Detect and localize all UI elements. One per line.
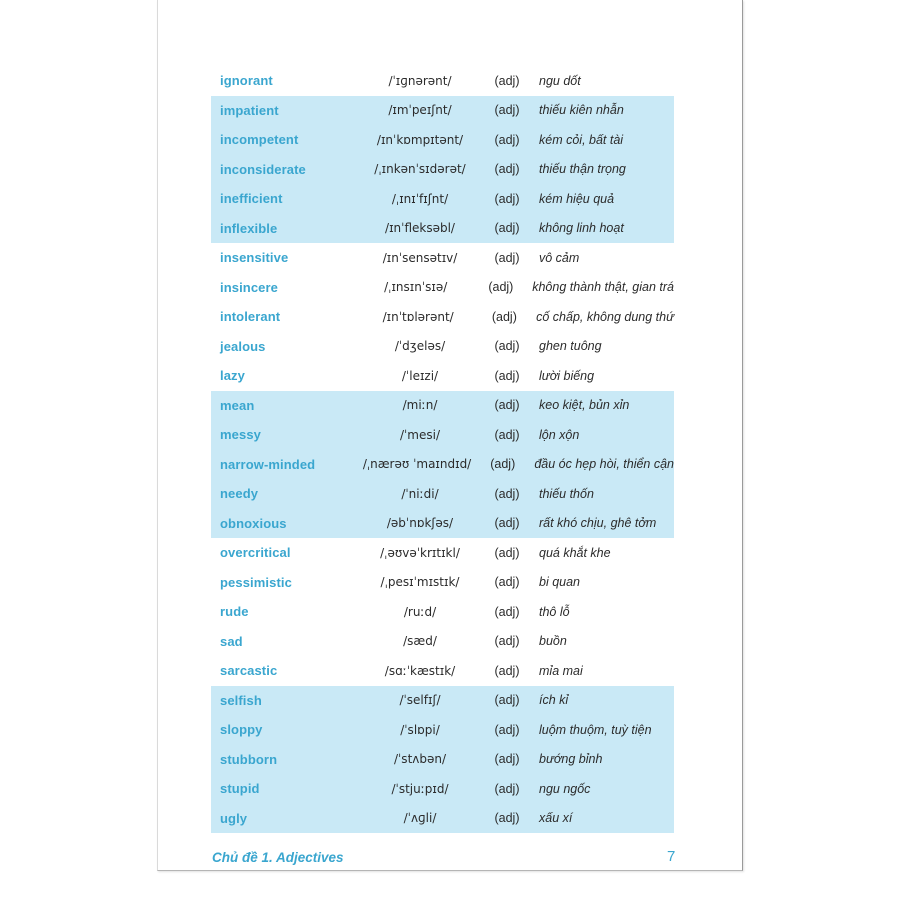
vocab-word: sarcastic (220, 663, 278, 679)
vocab-ipa: /ˌpesɪˈmɪstɪk/ (380, 575, 460, 590)
vocab-row (211, 66, 674, 96)
vocab-meaning: mỉa mai (539, 663, 583, 678)
vocab-row (211, 420, 674, 450)
vocab-pos: (adj) (488, 280, 514, 295)
vocab-meaning: cố chấp, không dung thứ (536, 309, 674, 324)
vocab-word: obnoxious (220, 515, 287, 531)
vocab-word: messy (220, 427, 261, 443)
vocab-row (211, 155, 674, 185)
vocab-row (211, 538, 674, 568)
vocab-word: narrow-minded (220, 456, 316, 472)
vocab-pos: (adj) (494, 250, 520, 265)
vocab-pos: (adj) (494, 811, 520, 826)
vocab-word: insensitive (220, 250, 289, 266)
vocab-row (211, 243, 674, 273)
vocab-meaning: lộn xộn (539, 427, 580, 442)
vocab-word: inconsiderate (220, 161, 306, 177)
vocab-ipa: /ˈmesi/ (399, 427, 441, 442)
vocab-ipa: /ˌɪnɪˈfɪʃnt/ (391, 191, 449, 206)
vocab-row (211, 745, 674, 775)
vocab-word: rude (220, 604, 249, 620)
vocab-row (211, 214, 674, 244)
vocab-pos: (adj) (494, 398, 520, 413)
vocab-meaning: không linh hoạt (539, 221, 624, 236)
vocab-pos: (adj) (494, 604, 520, 619)
vocab-pos: (adj) (494, 221, 520, 236)
vocab-word: impatient (220, 102, 279, 118)
vocab-row (211, 656, 674, 686)
vocab-ipa: /ˈdʒeləs/ (394, 339, 446, 354)
vocab-ipa: /ˈselfɪʃ/ (399, 693, 441, 708)
vocab-row (211, 627, 674, 657)
vocab-meaning: kém cỏi, bất tài (539, 132, 624, 147)
vocab-pos: (adj) (494, 162, 520, 177)
vocab-row (211, 568, 674, 598)
vocab-meaning: bướng bỉnh (539, 752, 603, 767)
vocab-row (211, 686, 674, 716)
vocab-word: mean (220, 397, 255, 413)
vocab-row (211, 184, 674, 214)
vocab-row (211, 715, 674, 745)
vocab-row (211, 273, 674, 303)
vocab-pos: (adj) (494, 73, 520, 88)
vocab-word: stupid (220, 781, 260, 797)
vocabulary-table (211, 66, 674, 833)
vocab-meaning: quá khắt khe (539, 545, 611, 560)
vocab-word: lazy (220, 368, 245, 384)
vocab-ipa: /ɪnˈfleksəbl/ (385, 221, 455, 236)
vocab-pos: (adj) (491, 309, 517, 324)
vocab-row (211, 804, 674, 834)
chapter-title: Chủ đề 1. Adjectives (212, 850, 344, 865)
vocab-ipa: /ˌnærəʊ ˈmaɪndɪd/ (362, 457, 472, 472)
vocab-pos: (adj) (494, 634, 520, 649)
vocab-meaning: xấu xí (539, 811, 573, 826)
vocab-pos: (adj) (494, 103, 520, 118)
vocab-pos: (adj) (494, 368, 520, 383)
vocab-meaning: keo kiệt, bủn xỉn (539, 398, 630, 413)
page-number: 7 (667, 848, 676, 865)
vocab-meaning: đầu óc hẹp hòi, thiển cận (534, 457, 675, 472)
vocab-row (211, 391, 674, 421)
vocab-meaning: vô cảm (539, 250, 580, 265)
vocab-meaning: ích kỉ (539, 693, 569, 708)
vocab-pos: (adj) (494, 427, 520, 442)
vocab-row (211, 96, 674, 126)
vocab-meaning: ghen tuông (539, 339, 602, 354)
vocab-ipa: /ɪnˈsensətɪv/ (382, 250, 458, 265)
vocab-word: stubborn (220, 751, 278, 767)
vocab-ipa: /sɑːˈkæstɪk/ (384, 663, 456, 678)
vocab-meaning: kém hiệu quả (539, 191, 615, 206)
vocab-word: ugly (220, 810, 248, 826)
vocab-meaning: rất khó chịu, ghê tởm (539, 516, 657, 531)
vocab-pos: (adj) (494, 132, 520, 147)
vocab-pos: (adj) (490, 457, 516, 472)
vocab-ipa: /ˈstjuːpɪd/ (391, 781, 449, 796)
vocab-meaning: không thành thật, gian trá (532, 280, 674, 295)
vocab-ipa: /ˌɪnsɪnˈsɪə/ (384, 280, 448, 295)
vocab-ipa: /ˈslɒpi/ (400, 722, 440, 737)
vocab-word: incompetent (220, 132, 299, 148)
vocab-pos: (adj) (494, 545, 520, 560)
vocab-word: insincere (220, 279, 278, 295)
vocab-word: pessimistic (220, 574, 292, 590)
vocab-ipa: /ruːd/ (403, 604, 437, 619)
vocab-meaning: buồn (539, 634, 567, 649)
vocab-pos: (adj) (494, 663, 520, 678)
vocab-meaning: ngu ngốc (539, 781, 591, 796)
vocab-row (211, 509, 674, 539)
vocab-row (211, 597, 674, 627)
vocab-pos: (adj) (494, 339, 520, 354)
vocab-word: inflexible (220, 220, 278, 236)
vocab-word: jealous (220, 338, 266, 354)
vocab-meaning: thiếu thốn (539, 486, 594, 501)
vocab-ipa: /miːn/ (402, 398, 438, 413)
vocab-meaning: thiếu thận trọng (539, 162, 626, 177)
vocab-ipa: /ɪnˈkɒmpɪtənt/ (376, 132, 464, 147)
vocab-ipa: /ˌəʊvəˈkrɪtɪkl/ (380, 545, 460, 560)
vocab-meaning: thô lỗ (539, 604, 570, 619)
vocab-pos: (adj) (494, 693, 520, 708)
vocab-pos: (adj) (494, 752, 520, 767)
vocab-row (211, 774, 674, 804)
vocab-word: sloppy (220, 722, 263, 738)
vocab-ipa: /ˈleɪzi/ (401, 368, 439, 383)
vocab-meaning: ngu dốt (539, 73, 581, 88)
vocab-meaning: thiếu kiên nhẫn (539, 103, 624, 118)
vocab-pos: (adj) (494, 486, 520, 501)
vocab-pos: (adj) (494, 781, 520, 796)
vocab-word: intolerant (220, 309, 281, 325)
vocab-pos: (adj) (494, 722, 520, 737)
vocab-pos: (adj) (494, 191, 520, 206)
vocab-ipa: /ˈstʌbən/ (393, 752, 447, 767)
vocab-word: overcritical (220, 545, 291, 561)
vocab-meaning: lười biếng (539, 368, 595, 383)
vocab-pos: (adj) (494, 516, 520, 531)
vocab-meaning: bi quan (539, 575, 581, 590)
vocab-word: inefficient (220, 191, 283, 207)
vocab-ipa: /əbˈnɒkʃəs/ (386, 516, 454, 531)
vocab-ipa: /ˈɪɡnərənt/ (388, 73, 452, 88)
vocab-row (211, 361, 674, 391)
vocab-row (211, 479, 674, 509)
vocab-word: needy (220, 486, 259, 502)
vocab-meaning: luộm thuộm, tuỳ tiện (539, 722, 652, 737)
vocab-word: ignorant (220, 73, 273, 89)
vocab-ipa: /ˈʌɡli/ (403, 811, 437, 826)
vocab-ipa: /sæd/ (403, 634, 437, 649)
vocab-word: sad (220, 633, 243, 649)
vocab-row (211, 450, 674, 480)
book-page (157, 0, 743, 871)
vocab-row (211, 125, 674, 155)
vocab-ipa: /ɪnˈtɒlərənt/ (382, 309, 454, 324)
vocab-row (211, 332, 674, 362)
vocab-ipa: /ɪmˈpeɪʃnt/ (388, 103, 452, 118)
vocab-ipa: /ˌɪnkənˈsɪdərət/ (374, 162, 466, 177)
vocab-pos: (adj) (494, 575, 520, 590)
vocab-word: selfish (220, 692, 262, 708)
vocab-row (211, 302, 674, 332)
vocab-ipa: /ˈniːdi/ (401, 486, 439, 501)
